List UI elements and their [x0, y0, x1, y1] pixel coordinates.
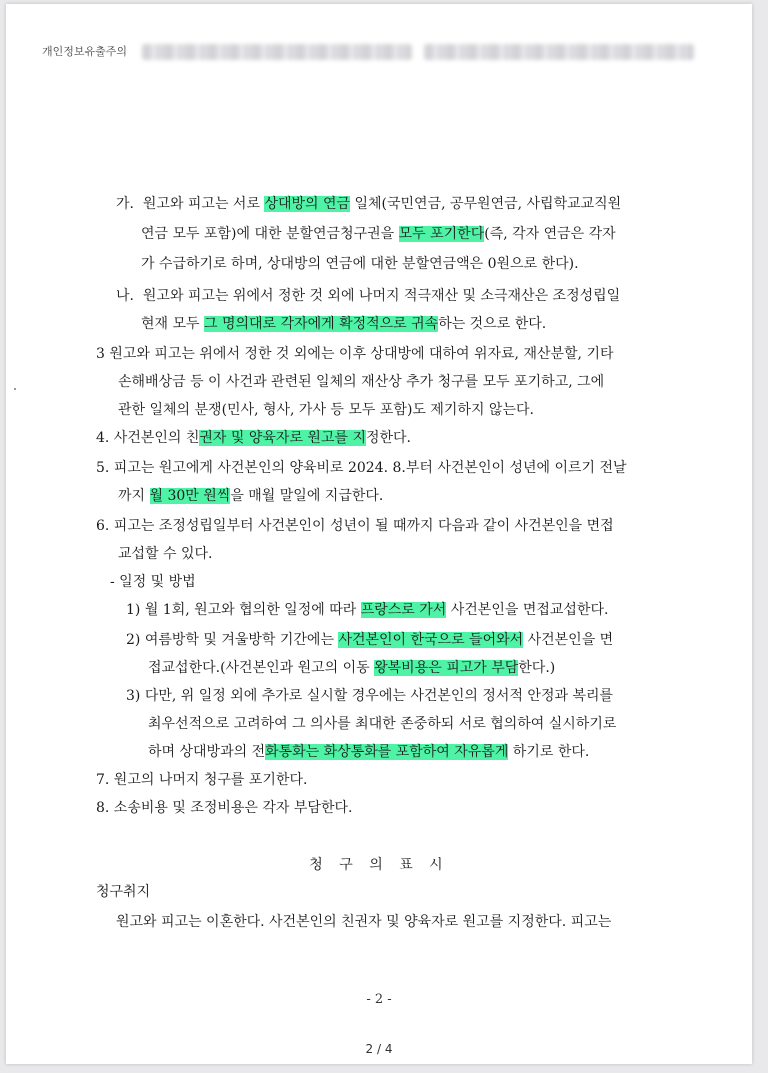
text-span: 2) 여름방학 및 겨울방학 기간에는	[126, 632, 339, 648]
text-span: 사건본인을 면	[523, 632, 614, 648]
highlight: 권자 및 양육자로 원고를 지	[199, 430, 366, 446]
text-span: 하는 것으로 한다.	[438, 316, 547, 332]
highlight: 화통화는 화상통화를 포함하여 자유롭게	[265, 744, 509, 760]
item-ga-line-2	[141, 224, 616, 244]
item-na-line-2	[141, 314, 546, 334]
item-6-line-2: 교섭할 수 있다.	[118, 546, 213, 562]
highlight: 프랑스로 가서	[360, 602, 447, 618]
highlight: 월 30만 원씩	[149, 488, 231, 504]
item-3-line-1: 3 원고와 피고는 위에서 정한 것 외에는 이후 상대방에 대하여 위자료, 재산분할, 기타	[96, 346, 614, 362]
sub-item-3-line-3	[148, 742, 589, 762]
text-span: (즉, 각자 연금은 각자	[484, 226, 616, 242]
text-span: 원고와 피고는 위에서 정한 것 외에 나머지 적극재산 및 소극재산은 조정성립일	[142, 288, 621, 304]
claim-subtitle: 청구취지	[96, 884, 151, 900]
text-span: 사건본인을 면접교섭한다.	[446, 602, 609, 618]
sub-item-3-line-2: 최우선적으로 고려하여 그 의사를 최대한 존중하되 서로 협의하여 실시하기로	[148, 716, 617, 732]
redacted-blur-1	[142, 44, 412, 60]
text-span: 연금 모두 포함)에 대한 분할연금청구권을	[141, 226, 399, 242]
claim-title: 청 구 의 표 시	[309, 857, 449, 873]
page-number: - 2 -	[366, 992, 392, 1007]
text-span: 까지	[118, 488, 150, 504]
item-3-line-2: 손해배상금 등 이 사건과 관련된 일체의 재산상 추가 청구를 모두 포기하고, 그에	[118, 374, 605, 390]
highlight: 상대방의 연금	[264, 196, 351, 212]
highlight: 왕복비용은 피고가 부담	[374, 660, 519, 676]
sub-item-3-line-1: 3) 다만, 위 일정 외에 추가로 실시할 경우에는 사건본인의 정서적 안정과 복리를	[126, 688, 614, 704]
text-span: 현재 모두	[141, 316, 204, 332]
text-span: 1) 월 1회, 원고와 협의한 일정에 따라	[126, 602, 361, 618]
text-span: 접교섭한다.(사건본인과 원고의 이동	[148, 660, 375, 676]
sub-item-2-line-2	[148, 658, 555, 678]
item-5-line-1: 5. 피고는 원고에게 사건본인의 양육비로 2024. 8.부터 사건본인이 성년에 이르기 전날	[96, 460, 627, 476]
text-span: 4. 사건본인의 친	[96, 430, 200, 446]
claim-text: 원고와 피고는 이혼한다. 사건본인의 친권자 및 양육자로 원고를 지정한다. 피고는	[116, 914, 612, 930]
text-span: 정한다.	[365, 430, 412, 446]
stray-mark	[14, 388, 16, 390]
item-marker: 나.	[116, 288, 134, 304]
text-span: 하며 상대방과의 전	[148, 744, 266, 760]
text-span: 하기로 한다.	[508, 744, 590, 760]
text-span: 한다.)	[518, 660, 556, 676]
highlight: 그 명의대로 각자에게 확정적으로 귀속	[204, 316, 439, 332]
schedule-heading: - 일정 및 방법	[110, 574, 196, 590]
text-span: 을 매월 말일에 지급한다.	[230, 488, 384, 504]
text-span: 원고와 피고는 서로	[142, 196, 265, 212]
item-marker: 가.	[116, 196, 134, 212]
highlight: 사건본인이 한국으로 들어와서	[338, 632, 524, 648]
privacy-warning-header	[42, 42, 127, 60]
item-5-line-2	[118, 486, 383, 506]
item-8-line: 8. 소송비용 및 조정비용은 각자 부담한다.	[96, 800, 353, 816]
item-ga-line-1	[116, 194, 621, 214]
sub-item-2-line-1	[126, 630, 613, 650]
item-3-line-3: 관한 일체의 분쟁(민사, 형사, 가사 등 모두 포함)도 제기하지 않는다.	[118, 402, 534, 418]
item-na-line-1	[116, 286, 620, 306]
sub-item-1	[126, 600, 608, 620]
highlight: 모두 포기한다	[398, 226, 485, 242]
page-indicator: 2 / 4	[365, 1042, 393, 1056]
redacted-blur-2	[424, 44, 694, 60]
item-ga-line-3: 가 수급하기로 하며, 상대방의 연금에 대한 분할연금액은 0원으로 한다).	[141, 256, 579, 272]
item-6-line-1: 6. 피고는 조정성립일부터 사건본인이 성년이 될 때까지 다음과 같이 사건본인을 면접	[96, 518, 614, 534]
document-page	[6, 4, 752, 1064]
item-4-line	[96, 428, 411, 448]
text-span: 일체(국민연금, 공무원연금, 사립학교교직원	[350, 196, 622, 212]
item-7-line: 7. 원고의 나머지 청구를 포기한다.	[96, 772, 308, 788]
privacy-warning-label: 개인정보유출주의	[42, 45, 128, 58]
